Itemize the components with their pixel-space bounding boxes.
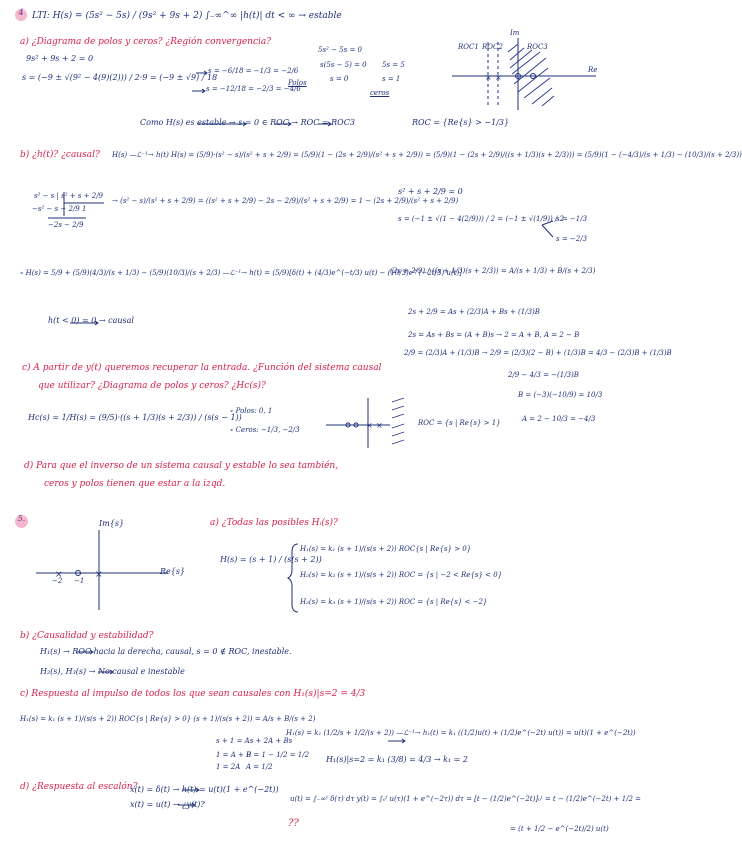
h1-partial-setup: H₁(s) = k₁ (s + 1)/(s(s + 2)) ROC{s | Re{s} > 0} (s + 1)/(s(s + 2)) = A/s + B/(s + 2) — [20, 715, 316, 723]
long-division-2: −s² − s − 2/9 1 — [32, 205, 87, 213]
svg-text:×: × — [95, 570, 103, 580]
pf5-step-2: 1 = A + B — [216, 751, 252, 759]
poles-label: Polos — [288, 79, 307, 87]
char-eq: s² + s + 2/9 = 0 — [398, 187, 463, 196]
pf-step-4: 2/9 − 4/3 = −(1/3)B — [508, 371, 579, 379]
inverse-poles: ∘ Polos: 0, 1 — [230, 407, 273, 415]
zeros-eq-3: s = 0 — [330, 75, 349, 83]
question-marks: ?? — [288, 818, 299, 829]
h2-h3-analysis: H₂(s), H₃(s) → No causal e inestable — [40, 667, 185, 676]
inverse-roc: ROC = {s | Re{s} > 1} — [418, 419, 501, 427]
pf5-step-5: A = 1/2 — [246, 763, 273, 771]
pf5-step-3: 1 = 2A — [216, 763, 241, 771]
problem-5-number: 5. — [15, 515, 28, 528]
question-4c-line1: c) A partir de y(t) queremos recuperar la entrada. ¿Función del sistema causal — [22, 363, 382, 373]
question-4b: b) ¿h(t)? ¿causal? — [20, 150, 100, 160]
zeros-eq-4: 5s = 5 — [382, 61, 405, 69]
denominator-eq: 9s² + 9s + 2 = 0 — [26, 54, 94, 63]
zeros-eq-1: 5s² − 5s = 0 — [318, 46, 362, 54]
pf-step-1: 2s + 2/9 = As + (2/3)A + Bs + (1/3)B — [408, 308, 540, 316]
char-root-1: s = −1/3 — [556, 215, 588, 223]
h1-roc: H₁(s) = k₁ (s + 1)/(s(s + 2)) ROC{s | Re{s} > 0} — [300, 545, 472, 553]
pf-step-5: B = (−3)(−10/9) = 10/3 — [518, 391, 603, 399]
answer-4d: ceros y polos tienen que estar a la izqd. — [44, 479, 226, 489]
step-input: x(t) = u(t) → ¿y(t)? — [130, 800, 205, 809]
question-4a: a) ¿Diagrama de polos y ceros? ¿Región convergencia? — [20, 37, 272, 47]
question-4d: d) Para que el inverso de un sistema causal y estable lo sea también, — [24, 461, 339, 471]
im-s-label: Im{s} — [99, 519, 125, 528]
re-s-label: Re{s} — [160, 567, 186, 576]
pf5-step-1: s + 1 = As + 2A + Bs — [216, 737, 293, 745]
svg-text:×: × — [366, 421, 373, 430]
question-5c: c) Respuesta al impulso de todos los que sean causales con H₁(s)|s=2 = 4/3 — [20, 689, 366, 699]
h1-analysis: H₁(s) → ROC hacia la derecha, causal, s = 0 ∉ ROC, inestable. — [40, 647, 292, 656]
causality-conclusion: h(t < 0) = 0 → causal — [48, 316, 134, 325]
roc-hatching — [392, 398, 404, 444]
pole-mark: × — [485, 73, 492, 82]
roc3-label: ROC3 — [527, 43, 548, 51]
pole-mark: × — [495, 73, 502, 82]
tick-minus-1: −1 — [74, 577, 85, 585]
zeros-eq-5: s = 1 — [382, 75, 401, 83]
h2-roc: H₂(s) = k₂ (s + 1)/(s(s + 2)) ROC = {s | −2 < Re{s} < 0} — [300, 571, 503, 579]
roc2-label: ROC2 — [482, 43, 503, 51]
question-5b: b) ¿Causalidad y estabilidad? — [20, 631, 154, 641]
step-response-result: = (t + 1/2 − e^(−2t)/2) u(t) — [510, 825, 609, 833]
long-division-1: s² − s | s² + s + 2/9 — [34, 192, 104, 200]
char-roots-formula: s = (−1 ± √(1 − 4(2/9))) / 2 = (−1 ± √(1/9)) / 2 — [398, 215, 565, 223]
pf-step-6: A = 2 − 10/3 = −4/3 — [522, 415, 596, 423]
zeros-eq-2: s(5s − 5) = 0 — [320, 61, 367, 69]
svg-text:×: × — [55, 570, 63, 580]
tick-minus-2: −2 — [52, 577, 63, 585]
zeros-label: ceros — [370, 89, 390, 97]
impulse-input: x(t) = δ(t) → h(t) = u(t)(1 + e^(−2t)) — [130, 785, 279, 794]
stability-conclusion: Como H(s) es estable → s = 0 ∈ ROC → ROC = ROC3 — [140, 118, 355, 127]
roc1-label: ROC1 — [458, 43, 479, 51]
k1-solution: H₁(s)|s=2 = k₁ (3/8) = 4/3 → k₁ = 2 — [326, 755, 469, 764]
inverse-system: Hc(s) = 1/H(s) = (9/5)·((s + 1/3)(s + 2/3)) / (s(s − 1)) — [28, 413, 242, 422]
roc-result: ROC = {Re{s} > −1/3} — [412, 118, 510, 127]
pf-setup: (2s + 2/9) / ((s + 1/3)(s + 2/3)) = A/(s + 1/3) + B/(s + 2/3) — [390, 267, 596, 275]
h3-roc: H₃(s) = k₃ (s + 1)/(s(s + 2)) ROC = {s | Re{s} < −2} — [300, 598, 488, 606]
problem-4-statement: LTI: H(s) = (5s² − 5s) / (9s² + 9s + 2) ∫₋∞^∞ |h(t)| dt < ∞ → estable — [32, 11, 342, 21]
question-4c-line2: que utilizar? ¿Diagrama de polos y ceros? ¿Hc(s)? — [38, 381, 266, 391]
long-division-3: −2s − 2/9 — [48, 221, 84, 229]
quadratic-formula: s = (−9 ± √(9² − 4(9)(2))) / 2·9 = (−9 ± √9) / 18 — [22, 73, 218, 82]
pf5-step-4: B = 1 − 1/2 = 1/2 — [246, 751, 310, 759]
char-root-2: s = −2/3 — [556, 235, 588, 243]
inverse-zeros: ∘ Ceros: −1/3, −2/3 — [230, 426, 300, 434]
question-5d: d) ¿Respuesta al escalón? — [20, 782, 138, 792]
pole-root-1: s = −6/18 = −1/3 = −2/6 — [208, 67, 299, 75]
h1-impulse-response: H₁(s) = k₁ (1/2/s + 1/2/(s + 2)) —ℒ⁻¹→ h₁(t) = k₁ ((1/2)u(t) + (1/2)e^(−2t) u(t)) = u(t)(1 + e^(−2t)) — [286, 729, 636, 737]
pole-root-2: s = −12/18 = −2/3 = −4/6 — [206, 85, 301, 93]
hs-partial-fractions: ∘ H(s) = 5/9 + (5/9)(4/3)/(s + 1/3) − (5/9)(10/3)/(s + 2/3) —ℒ⁻¹→ h(t) = (5/9)[δ(t) + (4/3)e^(−t/3) u(t) − (10/3)e^(−2t/3) u(t)] — [20, 269, 462, 277]
division-result: → (s² − s)/(s² + s + 2/9) = ((s² + s + 2/9) − 2s − 2/9)/(s² + s + 2/9) = 1 − (2s + 2/9)/(s² + s + 2/9) — [112, 197, 459, 205]
question-5a: a) ¿Todas las posibles Hᵢ(s)? — [210, 518, 338, 528]
re-axis-label: Re — [588, 66, 598, 74]
step-response-integral: u(t) = ∫₋∞ᵗ δ(τ) dτ y(t) = ∫₀ᵗ u(τ)(1 + e^(−2τ)) dτ = [t − (1/2)e^(−2t)]₀ᵗ = t − (1/2)e^(−2t) + 1/2 = — [290, 795, 642, 803]
transfer-function: H(s) = (s + 1) / (s(s + 2)) — [220, 555, 322, 564]
problem-4-number: 4 — [15, 9, 27, 21]
pf-step-3: 2/9 = (2/3)A + (1/3)B → 2/9 = (2/3)(2 − B) + (1/3)B = 4/3 − (2/3)B + (1/3)B — [404, 349, 672, 357]
hs-expansion: H(s) —ℒ⁻¹→ h(t) H(s) = (5/9)·(s² − s)/(s² + s + 2/9) = (5/9)(1 − (2s + 2/9)/(s² + s + 2/9)) = (5/9)(1 − (2s + 2/9)/((s + 1/3)(s + 2/3))) = (5/9)(1 − (−4/3)/(s + 1/3) − (10/3)/(s + 2/3)) — [112, 151, 742, 159]
pf-step-2: 2s = As + Bs = (A + B)s → 2 = A + B, A = 2 − B — [408, 331, 580, 339]
im-axis-label: Im — [510, 29, 520, 37]
svg-text:×: × — [376, 421, 383, 430]
